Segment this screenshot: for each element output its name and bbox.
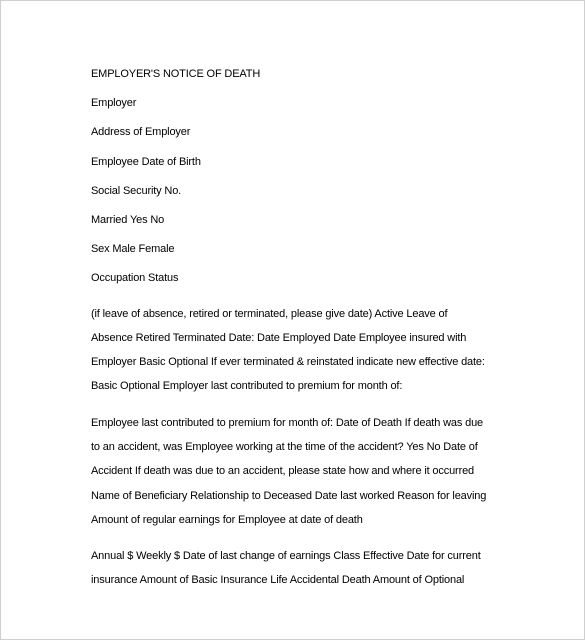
field-occupation-status: Occupation Status bbox=[91, 272, 179, 284]
paragraph-1-line-4: Basic Optional Employer last contributed to premium for month of: bbox=[91, 380, 403, 392]
field-address-of-employer: Address of Employer bbox=[91, 126, 191, 138]
field-employee-date-of-birth: Employee Date of Birth bbox=[91, 156, 201, 168]
field-married: Married Yes No bbox=[91, 214, 165, 226]
paragraph-3-line-2: insurance Amount of Basic Insurance Life Accidental Death Amount of Optional bbox=[91, 574, 465, 586]
paragraph-2-line-2: to an accident, was Employee working at the time of the accident? Yes No Date of bbox=[91, 441, 478, 453]
field-social-security-no: Social Security No. bbox=[91, 185, 182, 197]
paragraph-2-line-5: Amount of regular earnings for Employee at date of death bbox=[91, 514, 363, 526]
field-employer: Employer bbox=[91, 97, 137, 109]
paragraph-1-line-2: Absence Retired Terminated Date: Date Employed Date Employee insured with bbox=[91, 332, 467, 344]
paragraph-2-line-4: Name of Beneficiary Relationship to Deceased Date last worked Reason for leaving bbox=[91, 490, 487, 502]
document-title: EMPLOYER'S NOTICE OF DEATH bbox=[91, 68, 261, 80]
paragraph-1-line-1: (if leave of absence, retired or terminated, please give date) Active Leave of bbox=[91, 308, 448, 320]
paragraph-2-line-1: Employee last contributed to premium for month of: Date of Death If death was due bbox=[91, 417, 484, 429]
paragraph-2-line-3: Accident If death was due to an accident, please state how and where it occurred bbox=[91, 465, 475, 477]
field-sex: Sex Male Female bbox=[91, 243, 175, 255]
paragraph-3-line-1: Annual $ Weekly $ Date of last change of earnings Class Effective Date for current bbox=[91, 550, 481, 562]
paragraph-1-line-3: Employer Basic Optional If ever terminated & reinstated indicate new effective date: bbox=[91, 356, 485, 368]
